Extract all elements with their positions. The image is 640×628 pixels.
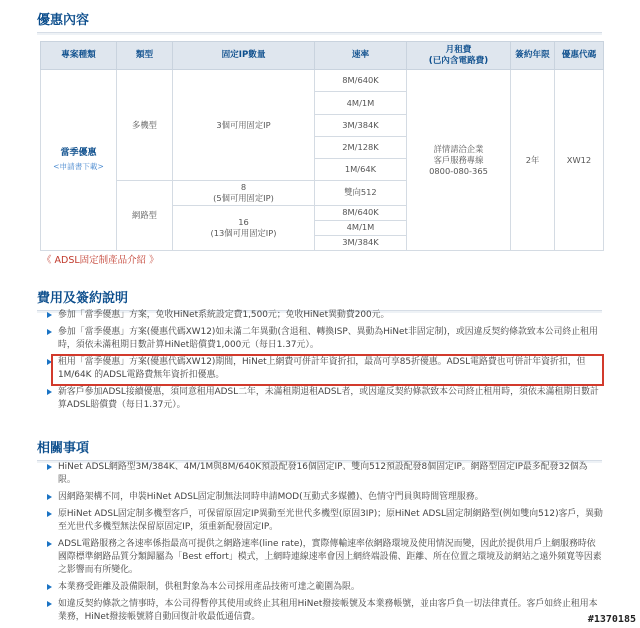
th-speed: 速率	[315, 42, 407, 70]
application-download-link[interactable]: <申請書下載>	[53, 162, 104, 172]
section-title-offer	[37, 9, 602, 33]
list-item: 如違反契約條款之情事時，本公司得暫停其使用或終止其租用HiNet撥接帳號及本業務帳號，並由客戶負一切法律責任。客戶如終止租用本業務，HiNet撥接帳號將自動回復計收最低通信費。	[58, 598, 603, 624]
speed-cell: 8M/640K	[315, 70, 407, 92]
type-multi: 多機型	[117, 70, 173, 181]
speed-cell: 雙向512	[315, 181, 407, 205]
contract-years: 2年	[511, 70, 555, 251]
list-item: ADSL電路服務之各速率係指最高可提供之網路速率(line rate)，實際傳輸速率依網路環境及使用情況而變，因此於提供用戶上網服務時依國際標準網路品質分類歸屬為「Best effort」模式，上網時連線速率會因上網終端設備、距離、所在位置之環境及訪網站之遠外頻寬等因素之影響而有所變化。	[58, 538, 603, 577]
plan-name-cell	[41, 70, 117, 251]
speed-cell: 4M/1M	[315, 92, 407, 114]
th-type: 類型	[117, 42, 173, 70]
speed-cell: 2M/128K	[315, 136, 407, 158]
table-header-row	[41, 42, 604, 70]
list-item: 原HiNet ADSL固定制多機型客戶，可保留原固定IP異動至光世代多機型(原固3IP)；原HiNet ADSL固定制網路型(例如雙向512)客戶，異動至光世代多機型無法保留原固定IP，須重新配發固定IP。	[58, 508, 603, 534]
bullet-icon	[47, 541, 52, 547]
highlight-box	[51, 354, 604, 386]
ip-net-8: 8 (5個可用固定IP)	[173, 181, 315, 205]
bullet-icon	[47, 312, 52, 318]
speed-cell: 1M/64K	[315, 159, 407, 181]
plan-name: 當季優惠	[60, 148, 97, 159]
list-item: 新客戶參加ADSL接續優惠，須同意租用ADSL二年，未滿租期退租ADSL者，或因違反契約條款致本公司終止租用時，須依未滿租期日數計算ADSL賠償費（每日1.37元）。	[58, 386, 603, 412]
speed-cell: 3M/384K	[315, 114, 407, 136]
th-contract: 簽約年限	[511, 42, 555, 70]
ip-multi: 3個可用固定IP	[173, 70, 315, 181]
product-intro-link[interactable]: 《 ADSL固定制產品介紹 》	[42, 255, 159, 266]
section-title-related	[37, 437, 602, 461]
th-plan-type: 專案種類	[41, 42, 117, 70]
list-item: 參加「當季優惠」方案(優惠代碼XW12)如未滿二年異動(含退租、轉換ISP、異動為HiNet非固定制)，或因違反契約條款致本公司終止租用時，須依未滿租期日數計算HiNet賠償費1,000元（每日1.37元）。	[58, 326, 603, 352]
list-item: 因網路架構不同，申裝HiNet ADSL固定制無法同時申請MOD(互動式多媒體)、色情守門員與時間管理服務。	[58, 491, 603, 504]
list-item: HiNet ADSL網路型3M/384K、4M/1M與8M/640K預設配發16個固定IP、雙向512預設配發8個固定IP。網路型固定IP最多配發32個為限。	[58, 461, 603, 487]
bullet-icon	[47, 494, 52, 500]
section-title-related-text: 相關事項	[37, 441, 90, 456]
type-network: 網路型	[117, 181, 173, 251]
th-monthly-fee: 月租費 (已內含電路費)	[407, 42, 511, 70]
ip-net-16: 16 (13個可用固定IP)	[173, 205, 315, 251]
monthly-fee: 詳情請洽企業 客戶服務專線 0800-080-365	[407, 70, 511, 251]
bullet-icon	[47, 511, 52, 517]
promo-code: XW12	[555, 70, 604, 251]
th-ip-count: 固定IP數量	[173, 42, 315, 70]
divider	[37, 33, 602, 35]
bullet-icon	[47, 329, 52, 335]
plan-table	[40, 41, 604, 251]
watermark: #1370185	[587, 614, 636, 625]
bullet-icon	[47, 601, 52, 607]
th-code: 優惠代碼	[555, 42, 604, 70]
section-title-fees	[37, 287, 602, 311]
table-row	[41, 70, 604, 92]
bullet-icon	[47, 584, 52, 590]
speed-cell: 3M/384K	[315, 235, 407, 250]
list-item: 本業務受距離及設備限制，供租對象為本公司採用產品技術可達之範圍為限。	[58, 581, 603, 594]
bullet-icon	[47, 464, 52, 470]
list-item: 租用「當季優惠」方案(優惠代碼XW12)期間，HiNet上網費可併計年資折扣，最高可享85折優惠。ADSL電路費也可併計年資折扣，但1M/64K 的ADSL電路費無年資折扣優惠。	[58, 356, 603, 382]
bullet-icon	[47, 389, 52, 395]
related-list	[58, 461, 603, 628]
section-title-fees-text: 費用及簽約說明	[37, 291, 129, 306]
speed-cell: 8M/640K	[315, 205, 407, 220]
list-item: 參加「當季優惠」方案，免收HiNet系統設定費1,500元；免收HiNet異動費200元。	[58, 309, 603, 322]
speed-cell: 4M/1M	[315, 220, 407, 235]
section-title-offer-text: 優惠內容	[37, 13, 90, 28]
